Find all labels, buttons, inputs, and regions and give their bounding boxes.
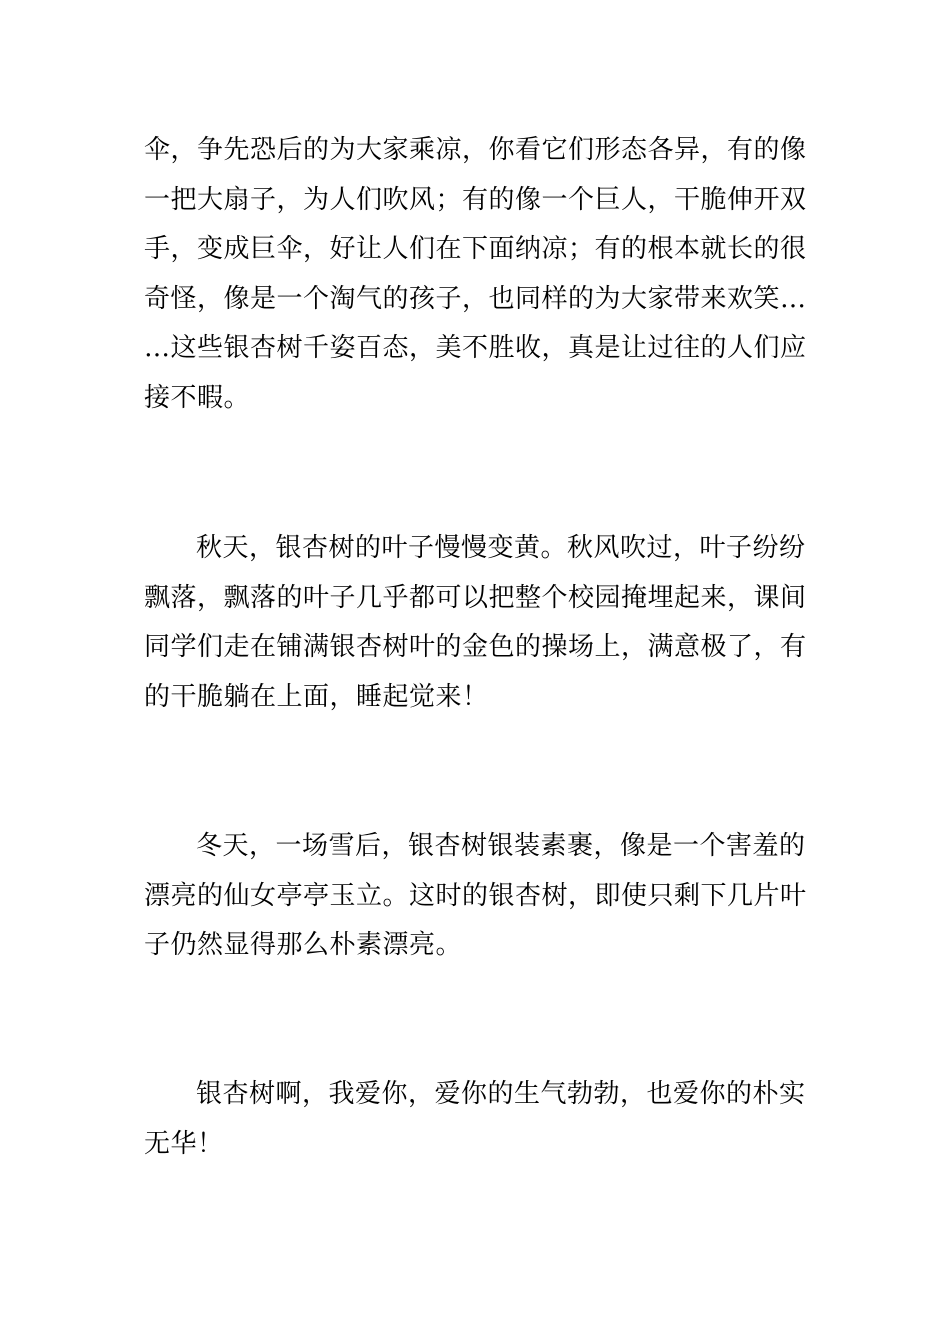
text-line: 秋天，银杏树的叶子慢慢变黄。秋风吹过，叶子纷纷 (196, 533, 806, 563)
text-line: 同学们走在铺满银杏树叶的金色的操场上，满意极了，有 (144, 632, 807, 662)
text-line: 飘落，飘落的叶子几乎都可以把整个校园掩埋起来，课间 (144, 582, 807, 613)
text-line: 漂亮的仙女亭亭玉立。这时的银杏树，即使只剩下几片叶 (144, 880, 807, 911)
text-line: 奇怪，像是一个淘气的孩子，也同样的为大家带来欢笑… (144, 283, 807, 314)
text-line: 无华！ (144, 1128, 224, 1159)
paragraph-winter (144, 822, 808, 971)
text-line: 接不暇。 (144, 382, 251, 413)
text-line: 的干脆躺在上面，睡起觉来！ (144, 681, 489, 712)
paragraph-autumn (144, 524, 808, 722)
text-line: …这些银杏树千姿百态，美不胜收，真是让过往的人们应 (144, 333, 807, 363)
paragraph-conclusion (144, 1070, 808, 1169)
text-line: 手，变成巨伞，好让人们在下面纳凉；有的根本就长的很 (144, 234, 807, 264)
text-line: 冬天，一场雪后，银杏树银装素裹，像是一个害羞的 (196, 831, 806, 861)
text-line: 子仍然显得那么朴素漂亮。 (144, 930, 463, 960)
text-line: 银杏树啊，我爱你，爱你的生气勃勃，也爱你的朴实 (196, 1079, 806, 1109)
text-line: 伞，争先恐后的为大家乘凉，你看它们形态各异，有的像 (144, 135, 807, 165)
paragraph-summer-trees (144, 126, 808, 423)
text-line: 一把大扇子，为人们吹风；有的像一个巨人，干脆伸开双 (144, 184, 807, 215)
